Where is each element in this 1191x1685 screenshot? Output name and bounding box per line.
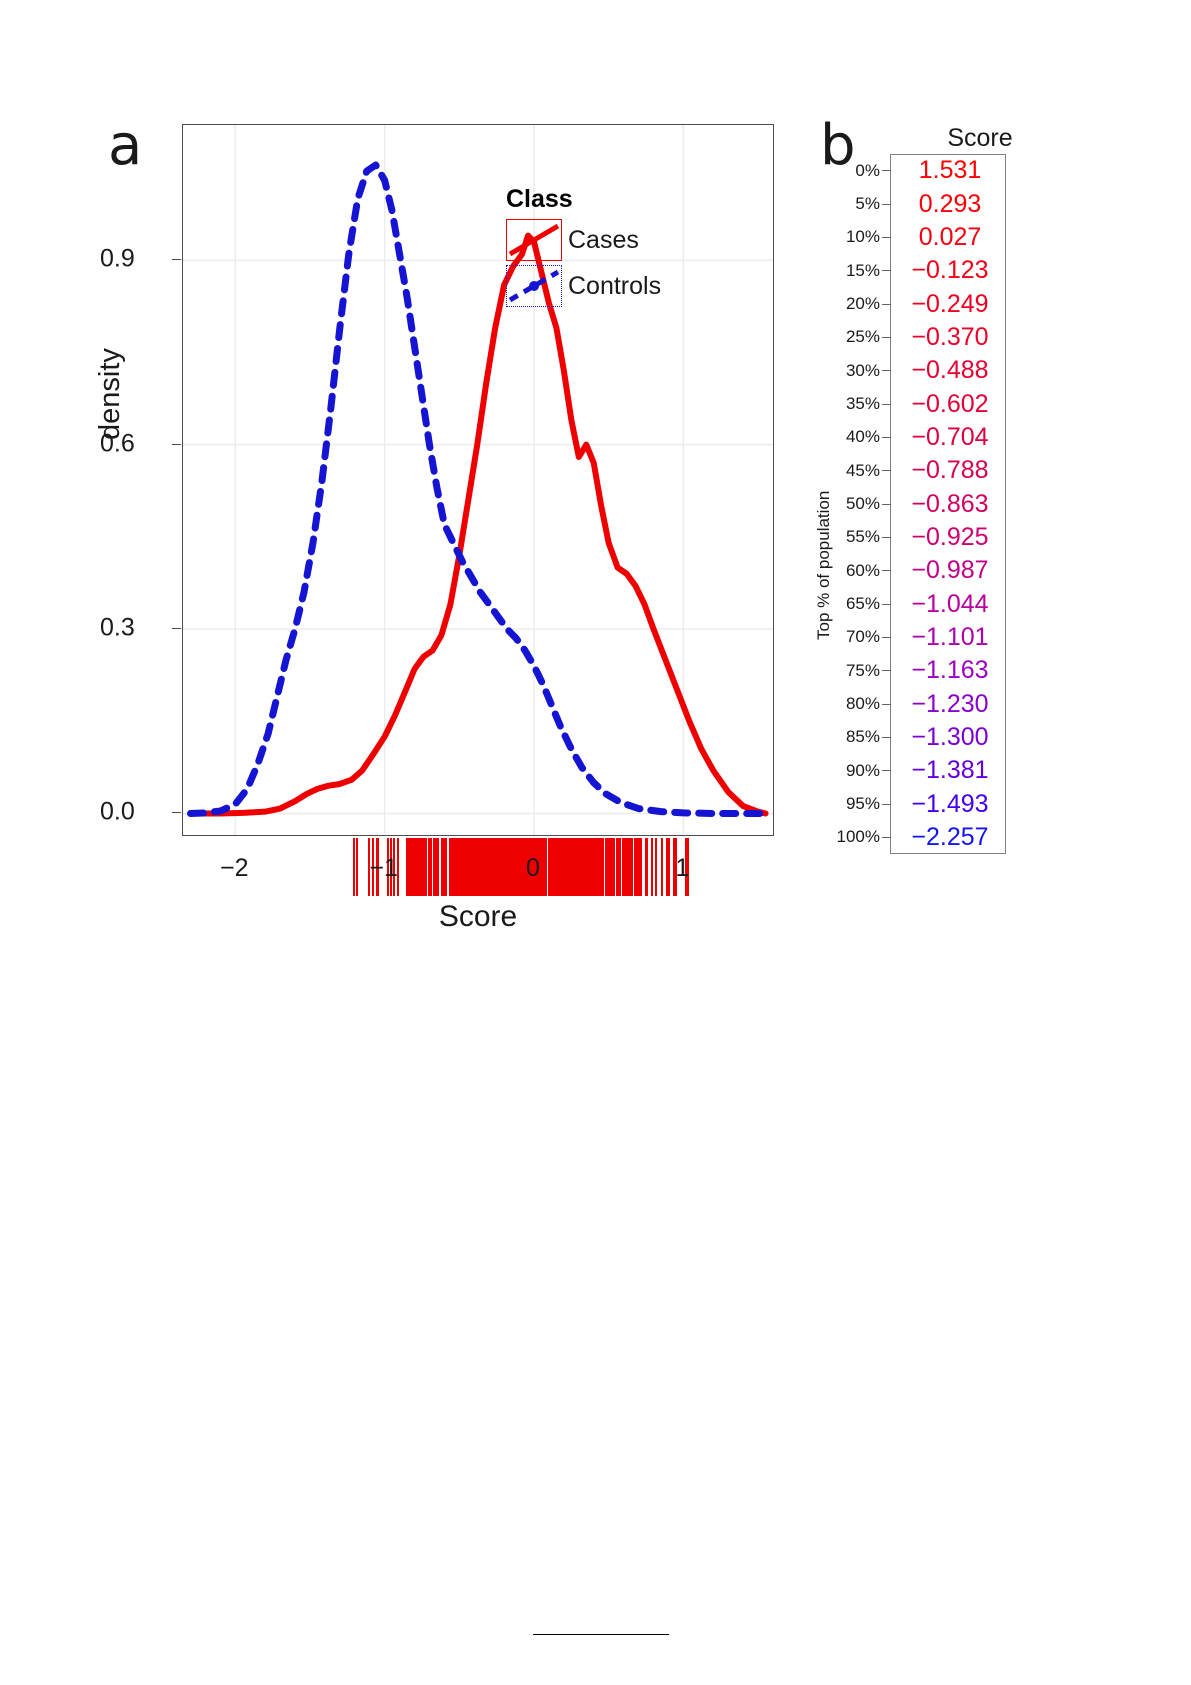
rug-tick-case: [634, 838, 636, 896]
row-percentile-label: 85%: [845, 727, 880, 747]
rug-tick-case: [668, 838, 670, 896]
rug-tick-case: [651, 838, 653, 896]
row-percentile-label: 0%: [855, 160, 880, 180]
table-row: [810, 155, 1070, 187]
table-row: [810, 555, 1070, 587]
row-score-value: −0.123: [911, 256, 989, 285]
row-score-value: −1.044: [911, 589, 989, 618]
rug-tick-case: [445, 838, 447, 896]
table-row: [810, 421, 1070, 453]
legend-line-controls-icon: [507, 266, 561, 306]
y-tick-label: 0.9: [100, 244, 135, 273]
y-tickmark: [172, 812, 181, 813]
row-percentile-label: 45%: [845, 460, 880, 480]
rug-tick-case: [519, 838, 521, 896]
rug-tick-case: [466, 838, 468, 896]
row-tickmark: [882, 537, 891, 538]
rug-tick-case: [478, 838, 480, 896]
row-percentile-label: 35%: [845, 394, 880, 413]
row-tickmark: [882, 170, 891, 171]
row-percentile-label: 55%: [845, 527, 880, 547]
rug-tick-case: [501, 838, 503, 896]
rug-tick-case: [540, 838, 542, 896]
rug-tick-case: [595, 838, 597, 896]
rug-tick-case: [455, 838, 457, 896]
rug-tick-case: [619, 838, 621, 896]
row-tickmark: [882, 804, 891, 805]
row-percentile-label: 60%: [845, 560, 880, 580]
rug-tick-case: [521, 838, 523, 896]
row-score-value: −1.230: [911, 689, 989, 718]
x-tick-label: 1: [675, 854, 690, 882]
rug-tick-case: [473, 838, 475, 896]
rug-tick-case: [356, 838, 358, 896]
rug-tick-case: [513, 838, 515, 896]
table-row: [810, 221, 1070, 253]
row-percentile-label: 15%: [845, 260, 880, 280]
row-percentile-label: 25%: [845, 327, 880, 347]
row-tickmark: [882, 404, 891, 405]
rug-tick-case: [436, 838, 438, 896]
rug-tick-case: [578, 838, 580, 896]
row-score-value: −0.704: [911, 422, 989, 451]
row-score-value: −0.987: [911, 556, 989, 585]
row-score-value: 0.027: [918, 222, 982, 251]
rug-tick-case: [429, 838, 431, 896]
rug-tick-case: [412, 838, 414, 896]
table-row: [810, 588, 1070, 620]
y-tickmark: [172, 259, 181, 260]
row-score-value: −0.863: [911, 489, 989, 518]
row-tickmark: [882, 337, 891, 338]
row-percentile-label: 95%: [845, 794, 880, 813]
row-score-value: −1.101: [911, 622, 989, 651]
legend-line-cases-icon: [507, 220, 561, 260]
row-tickmark: [882, 570, 891, 571]
y-tick-label: 0.6: [100, 429, 135, 458]
row-score-value: 0.293: [918, 189, 982, 218]
score-table-rows: [810, 154, 1070, 854]
y-tickmark: [172, 628, 181, 629]
panel-b-label: b: [820, 113, 856, 178]
rug-tick-case: [523, 838, 525, 896]
row-percentile-label: 5%: [855, 194, 880, 213]
rug-tick-case: [443, 838, 445, 896]
legend: [480, 185, 690, 310]
row-percentile-label: 75%: [845, 660, 880, 680]
row-score-value: −1.381: [911, 756, 989, 785]
row-tickmark: [882, 270, 891, 271]
row-tickmark: [882, 370, 891, 371]
table-row: [810, 355, 1070, 387]
row-score-value: −0.925: [911, 522, 989, 551]
x-tick-label: −1: [369, 854, 398, 882]
population-axis-title: Top % of population: [814, 490, 833, 640]
table-row: [810, 488, 1070, 520]
row-score-value: 1.531: [918, 156, 982, 185]
x-axis-title: Score: [438, 900, 518, 933]
rug-tick-case: [470, 838, 472, 896]
rug-tick-case: [483, 838, 485, 896]
table-row: [810, 455, 1070, 487]
y-tick-label: 0.3: [100, 613, 135, 642]
row-score-value: −0.249: [911, 289, 989, 318]
rug-tick-case: [622, 838, 624, 896]
row-percentile-label: 10%: [845, 227, 880, 247]
legend-key-cases: [506, 219, 562, 261]
legend-key-controls: [506, 265, 562, 307]
rug-tick-case: [406, 838, 408, 896]
table-row: [810, 655, 1070, 687]
rug-tick-case: [511, 838, 513, 896]
row-percentile-label: 30%: [845, 360, 880, 380]
row-tickmark: [882, 737, 891, 738]
table-row: [810, 188, 1070, 220]
legend-label-cases: Cases: [568, 226, 639, 254]
rug-tick-case: [408, 838, 410, 896]
row-score-value: −0.488: [911, 356, 989, 385]
rug-tick-case: [587, 838, 589, 896]
rug-tick-case: [646, 838, 648, 896]
x-tick-label: 0: [526, 854, 540, 882]
rug-tick-case: [422, 838, 424, 896]
y-tickmark: [172, 444, 181, 445]
rug-tick-case: [569, 838, 571, 896]
row-tickmark: [882, 437, 891, 438]
rug-tick-case: [625, 838, 627, 896]
table-row: [810, 388, 1070, 420]
row-tickmark: [882, 204, 891, 205]
row-percentile-label: 90%: [845, 760, 880, 780]
panel-a-density-plot: [94, 110, 800, 933]
rug-tick-case: [661, 838, 663, 896]
rug-tick-case: [611, 838, 613, 896]
rug-tick-case: [491, 838, 493, 896]
row-tickmark: [882, 604, 891, 605]
rug-tick-case: [655, 838, 657, 896]
row-percentile-label: 20%: [845, 294, 880, 313]
rug-tick-case: [600, 838, 602, 896]
row-score-value: −0.370: [911, 322, 989, 351]
row-score-value: −1.300: [911, 722, 989, 751]
row-percentile-label: 65%: [845, 594, 880, 613]
rug-tick-case: [574, 838, 576, 896]
row-tickmark: [882, 704, 891, 705]
rug-tick-case: [631, 838, 633, 896]
row-tickmark: [882, 304, 891, 305]
row-tickmark: [882, 237, 891, 238]
rug-tick-case: [640, 838, 642, 896]
table-row: [810, 721, 1070, 753]
x-tick-label: −2: [220, 854, 249, 882]
row-score-value: −1.493: [911, 789, 989, 818]
rug-tick-case: [486, 838, 488, 896]
legend-title: Class: [506, 185, 573, 213]
rug-tick-case: [557, 838, 559, 896]
table-row: [810, 288, 1070, 320]
rug-tick-case: [580, 838, 582, 896]
row-tickmark: [882, 837, 891, 838]
row-percentile-label: 100%: [836, 827, 880, 847]
y-axis-title: density: [94, 348, 126, 440]
rug-tick-case: [552, 838, 554, 896]
row-score-value: −2.257: [911, 822, 989, 851]
rug-tick-case: [560, 838, 562, 896]
rug-tick-case: [417, 838, 419, 896]
table-row: [810, 755, 1070, 787]
y-tick-label: 0.0: [100, 797, 135, 826]
table-row: [810, 521, 1070, 553]
rug-tick-case: [461, 838, 463, 896]
row-tickmark: [882, 770, 891, 771]
panel-a-label: a: [108, 113, 143, 178]
rug-tick-case: [425, 838, 427, 896]
table-row: [810, 688, 1070, 720]
row-percentile-label: 70%: [845, 627, 880, 647]
row-score-value: −0.788: [911, 456, 989, 485]
row-tickmark: [882, 670, 891, 671]
rug-tick-case: [498, 838, 500, 896]
rug-tick-case: [545, 838, 547, 896]
rug-tick-case: [451, 838, 453, 896]
rug-tick-case: [353, 838, 355, 896]
rug-tick-case: [508, 838, 510, 896]
table-row: [810, 821, 1070, 853]
row-percentile-label: 40%: [845, 427, 880, 447]
table-row: [810, 788, 1070, 820]
row-score-value: −0.602: [911, 389, 989, 418]
page-divider: [533, 1634, 669, 1635]
row-tickmark: [882, 470, 891, 471]
table-row: [810, 621, 1070, 653]
rug-tick-case: [516, 838, 518, 896]
rug-tick-case: [564, 838, 566, 896]
row-percentile-label: 80%: [845, 694, 880, 713]
row-score-value: −1.163: [911, 656, 989, 685]
rug-tick-case: [589, 838, 591, 896]
row-tickmark: [882, 637, 891, 638]
score-table-title: Score: [947, 124, 1013, 152]
rug-tick-case: [602, 838, 604, 896]
row-tickmark: [882, 504, 891, 505]
panel-b-score-table: [810, 110, 1140, 900]
table-row: [810, 321, 1070, 353]
legend-label-controls: Controls: [568, 272, 662, 300]
rug-tick-case: [421, 838, 423, 896]
row-percentile-label: 50%: [845, 494, 880, 513]
table-row: [810, 255, 1070, 287]
